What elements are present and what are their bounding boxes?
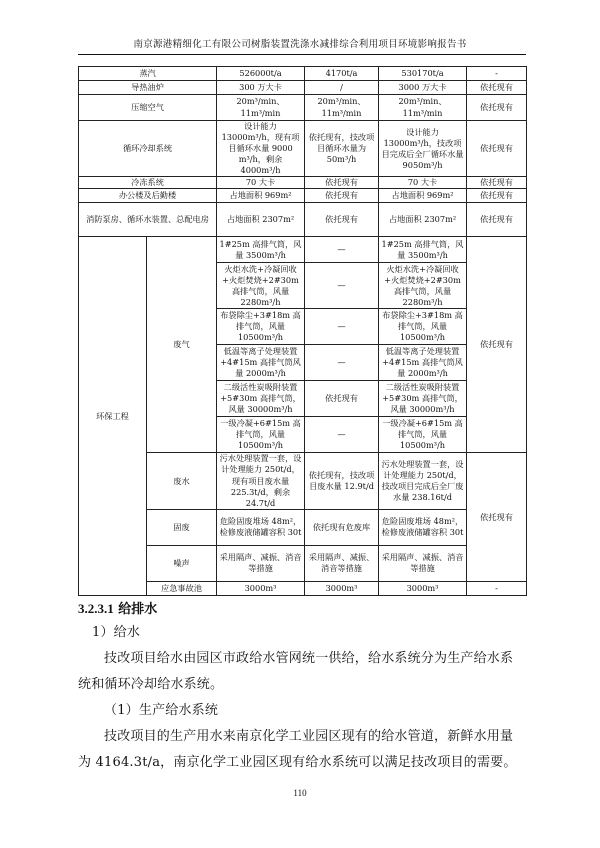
table-cell: 蒸汽 bbox=[79, 67, 217, 81]
paragraph: 1）给水 bbox=[92, 625, 141, 640]
table-row bbox=[79, 177, 527, 189]
solid-waste-label: 固废 bbox=[147, 509, 217, 545]
table-cell: 占地面积 2307m² bbox=[379, 203, 467, 237]
table-row bbox=[79, 203, 527, 237]
table-cell: 300 万大卡 bbox=[217, 81, 305, 95]
table-cell: 污水处理装置一套，设计处理能力 250t/d，技改项目完成后全厂废水量 238.16t/d bbox=[379, 453, 467, 509]
table-cell: 低温等离子处理装置+4#15m 高排气筒风量 2000m³/h bbox=[379, 345, 467, 381]
table-row bbox=[79, 189, 527, 203]
table-cell: 20m³/min、11m³/min bbox=[379, 95, 467, 121]
table-row bbox=[79, 509, 527, 545]
table-cell: 70 大卡 bbox=[217, 177, 305, 189]
table-cell: 设计能力 13000m³/h，现有项目循环水量 9000 m³/h，剩余 4000m³/h bbox=[217, 121, 305, 177]
table-cell: 依托现有 bbox=[305, 177, 379, 189]
table-row bbox=[79, 237, 527, 263]
table-cell: 3000 万大卡 bbox=[379, 81, 467, 95]
paragraph: 技改项目的生产用水来南京化学工业园区现有的给水管道，新鲜水用量为 4164.3t/a，南京化学工业园区现有给水系统可以满足技改项目的需要。 bbox=[78, 729, 517, 770]
table-cell: 冷冻系统 bbox=[79, 177, 217, 189]
table-cell: 布袋除尘+3#18m 高排气筒，风量 10500m³/h bbox=[379, 309, 467, 345]
table-cell: 火炬水洗+冷凝回收+火炬焚烧+2#30m 高排气筒，风量 2280m³/h bbox=[217, 263, 305, 309]
table-cell: 采用隔声、减振、消音等措施 bbox=[305, 545, 379, 581]
document-header: 南京源港精细化工有限公司树脂装置洗涤水减排综合利用项目环境影响报告书 bbox=[133, 39, 467, 50]
table-cell: 依托现有 bbox=[467, 95, 527, 121]
table-cell: 依托现有 bbox=[467, 81, 527, 95]
table-cell: 布袋除尘+3#18m 高排气筒，风量 10500m³/h bbox=[217, 309, 305, 345]
paragraph: 技改项目给水由园区市政给水管网统一供给，给水系统分为生产给水系统和循环冷却给水系统。 bbox=[78, 651, 514, 692]
table-cell: 占地面积 969m² bbox=[217, 189, 305, 203]
table-cell: 二级活性炭吸附装置+5#30m 高排气筒，风量 30000m³/h bbox=[217, 381, 305, 417]
table-cell: 占地面积 2307m² bbox=[217, 203, 305, 237]
section-number: 3.2.3.1 bbox=[78, 601, 114, 616]
engineering-table bbox=[78, 66, 527, 596]
table-row bbox=[79, 95, 527, 121]
gas-label: 废气 bbox=[147, 237, 217, 453]
table-row bbox=[79, 121, 527, 177]
table-cell: - bbox=[467, 581, 527, 595]
table-cell: 依托现有 bbox=[467, 453, 527, 581]
table-cell: 依托现有，技改项目循环水量为 50m³/h bbox=[305, 121, 379, 177]
table-cell: 3000m³ bbox=[379, 581, 467, 595]
table-cell: 依托现有 bbox=[467, 203, 527, 237]
noise-label: 噪声 bbox=[147, 545, 217, 581]
table-cell: 消防泵房、循环水装置、总配电房 bbox=[79, 203, 217, 237]
table-cell: 526000t/a bbox=[217, 67, 305, 81]
table-cell: 占地面积 969m² bbox=[379, 189, 467, 203]
table-cell: 4170t/a bbox=[305, 67, 379, 81]
water-label: 废水 bbox=[147, 453, 217, 509]
table-cell: 依托现有，技改项目废水量 12.9t/d bbox=[305, 453, 379, 509]
table-cell: — bbox=[305, 237, 379, 263]
table-row bbox=[79, 545, 527, 581]
table-cell: 设计能力 13000m³/h，技改项目完成后全厂循环水量 9050m³/h bbox=[379, 121, 467, 177]
table-cell: 依托现有 bbox=[467, 177, 527, 189]
table-cell: 依托现有 bbox=[467, 189, 527, 203]
table-cell: 一级冷凝+6#15m 高排气筒，风量 10500m³/h bbox=[217, 417, 305, 453]
table-cell: 污水处理装置一套，设计处理能力 250t/d，现有项目废水量 225.3t/d，剩余 24.7t/d bbox=[217, 453, 305, 509]
table-cell: 依托现有危废库 bbox=[305, 509, 379, 545]
table-cell: — bbox=[305, 309, 379, 345]
table-row bbox=[79, 581, 527, 595]
table-cell: 二级活性炭吸附装置+5#30m 高排气筒，风量 30000m³/h bbox=[379, 381, 467, 417]
table-cell: 3000m³ bbox=[217, 581, 305, 595]
table-cell: 循环冷却系统 bbox=[79, 121, 217, 177]
table-cell: 依托现有 bbox=[467, 237, 527, 453]
table-cell: — bbox=[305, 417, 379, 453]
table-cell: 依托现有 bbox=[305, 381, 379, 417]
table-cell: 依托现有 bbox=[305, 203, 379, 237]
table-cell: 压缩空气 bbox=[79, 95, 217, 121]
table-cell: — bbox=[305, 345, 379, 381]
paragraph: （1）生产给水系统 bbox=[104, 703, 219, 718]
table-cell: / bbox=[305, 81, 379, 95]
table-cell: 采用隔声、减振、消音等措施 bbox=[217, 545, 305, 581]
section-heading bbox=[78, 598, 157, 617]
table-cell: 20m³/min、11m³/min bbox=[217, 95, 305, 121]
table-cell: - bbox=[467, 67, 527, 81]
table-cell: 依托现有 bbox=[305, 189, 379, 203]
table-cell: — bbox=[305, 263, 379, 309]
table-cell: 1#25m 高排气筒，风量 3500m³/h bbox=[379, 237, 467, 263]
table-row bbox=[79, 67, 527, 81]
env-engineering-label: 环保工程 bbox=[79, 237, 147, 595]
table-cell: 3000m³ bbox=[305, 581, 379, 595]
table-cell: 火炬水洗+冷凝回收+火炬焚烧+2#30m 高排气筒，风量 2280m³/h bbox=[379, 263, 467, 309]
table-cell: 采用隔声、减振、消音等措施 bbox=[379, 545, 467, 581]
table-row bbox=[79, 81, 527, 95]
table-cell: 危险固废堆场 48m²，检修废液储罐容积 30t bbox=[379, 509, 467, 545]
table-cell: 危险固废堆场 48m²，检修废液储罐容积 30t bbox=[217, 509, 305, 545]
table-cell: 530170t/a bbox=[379, 67, 467, 81]
table-cell: 70 大卡 bbox=[379, 177, 467, 189]
table-cell: 导热油炉 bbox=[79, 81, 217, 95]
table-cell: 依托现有 bbox=[467, 121, 527, 177]
header-rule bbox=[78, 54, 526, 55]
emergency-pool-label: 应急事故池 bbox=[147, 581, 217, 595]
table-cell: 办公楼及后勤楼 bbox=[79, 189, 217, 203]
table-cell: 一级冷凝+6#15m 高排气筒，风量 10500m³/h bbox=[379, 417, 467, 453]
table-cell: 1#25m 高排气筒，风量 3500m³/h bbox=[217, 237, 305, 263]
table-cell: 低温等离子处理装置+4#15m 高排气筒风量 2000m³/h bbox=[217, 345, 305, 381]
section-title-text: 给排水 bbox=[118, 602, 158, 617]
page-number: 110 bbox=[293, 788, 307, 798]
table-row bbox=[79, 453, 527, 509]
table-cell: 20m³/min、11m³/min bbox=[305, 95, 379, 121]
